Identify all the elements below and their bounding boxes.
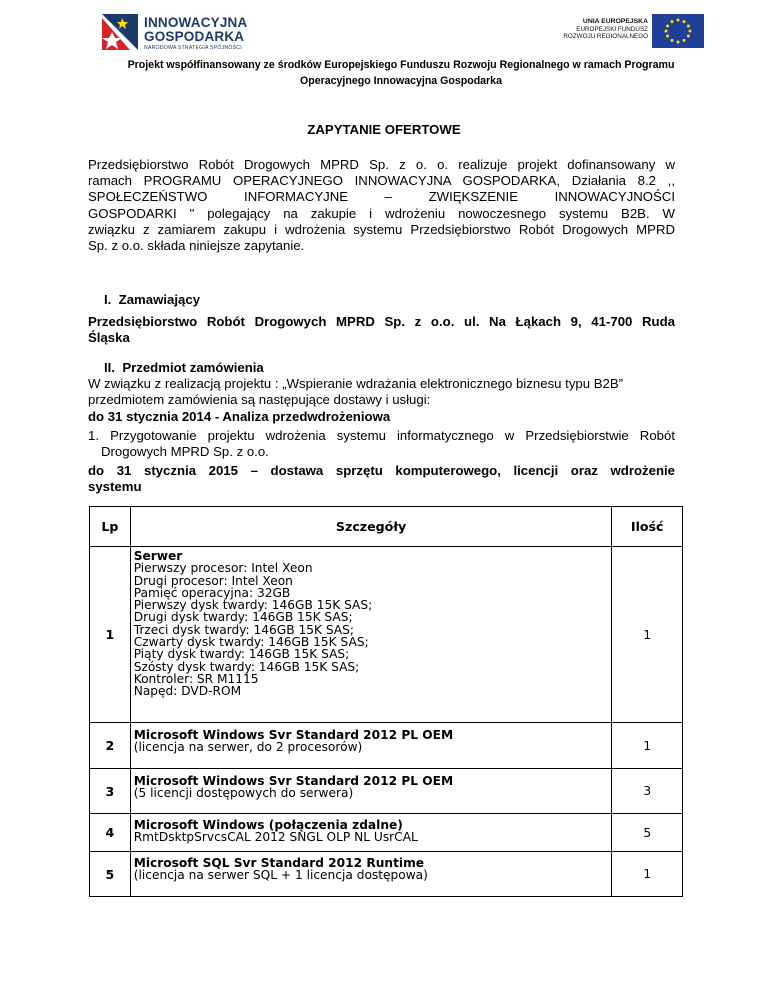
cofinancing-note-line1: Projekt współfinansowany ze środków Europejskiego Funduszu Rozwoju Regionalnego w ramach Programu xyxy=(127,59,675,71)
intro-line: Przedsiębiorstwo Robót Drogowych MPRD Sp. z o. o. realizuje projekt dofinansowany w xyxy=(88,157,675,172)
row-lp: 4 xyxy=(90,814,131,852)
row-detail-line: (5 licencji dostępowych do serwera) xyxy=(133,786,354,801)
row-qty: 1 xyxy=(612,852,683,897)
table-row xyxy=(90,769,683,814)
intro-line: Sp. z o.o. składa niniejsze zapytanie. xyxy=(88,238,305,254)
table-row xyxy=(90,814,683,852)
row-title: Microsoft Windows Svr Standard 2012 PL OEM xyxy=(133,728,454,742)
section-1-body xyxy=(88,314,675,346)
row-details xyxy=(130,547,612,723)
row-detail-line: (licencja na serwer SQL + 1 licencja dostępowa) xyxy=(133,868,428,883)
row-detail-line: Czwarty dysk twardy: 146GB 15K SAS; xyxy=(133,635,369,650)
logo-left-line1: INNOWACYJNA xyxy=(144,15,248,30)
section-2-body xyxy=(88,376,675,408)
eu-logo-text xyxy=(538,18,648,41)
row-title: Serwer xyxy=(133,549,183,563)
row-qty: 1 xyxy=(612,723,683,769)
deadline-1-item-line1: 1. Przygotowanie projektu wdrożenia systemu informatycznego w Przedsiębiorstwie Robót xyxy=(88,428,675,443)
section-2-line1: W związku z realizacją projektu : „Wspieranie wdrażania elektronicznego biznesu typu B2B” xyxy=(88,376,624,391)
row-detail-line: Drugi procesor: Intel Xeon xyxy=(133,573,293,588)
section-2-line2: przedmiotem zamówienia są następujące dostawy i usługi: xyxy=(88,392,431,408)
row-qty: 5 xyxy=(612,814,683,852)
intro-paragraph xyxy=(88,157,675,254)
eu-logo-line3: ROZWOJU REGIONALNEGO xyxy=(563,33,648,40)
row-detail-line: RmtDsktpSrvcsCAL 2012 SNGL OLP NL UsrCAL xyxy=(133,830,418,845)
table-row xyxy=(90,547,683,723)
deadline-1-item-line2: Drogowych MPRD Sp. z o.o. xyxy=(101,444,269,460)
table-row xyxy=(90,852,683,897)
row-detail-line: Pamięć operacyjna: 32GB xyxy=(133,585,291,600)
deadline-1-item xyxy=(88,428,675,460)
row-lp: 5 xyxy=(90,852,131,897)
row-title: Microsoft SQL Svr Standard 2012 Runtime xyxy=(133,856,425,870)
section-1-line2: Śląska xyxy=(88,330,130,346)
table-row xyxy=(90,723,683,769)
header-lp: Lp xyxy=(90,507,131,547)
eu-flag-icon xyxy=(652,14,704,48)
row-title: Microsoft Windows Svr Standard 2012 PL OEM xyxy=(133,774,454,788)
eu-logo-line2: EUROPEJSKI FUNDUSZ xyxy=(576,25,648,33)
intro-line: związku z zamiarem zakupu i wdrożenia systemu Przedsiębiorstwo Robót Drogowych MPRD xyxy=(88,221,675,237)
row-detail-line: Napęd: DVD-ROM xyxy=(133,684,242,699)
row-qty: 3 xyxy=(612,769,683,814)
row-details xyxy=(130,852,612,897)
section-1-heading: I. Zamawiający xyxy=(104,292,201,307)
document-title: ZAPYTANIE OFERTOWE xyxy=(307,122,461,137)
row-detail-line: Drugi dysk twardy: 146GB 15K SAS; xyxy=(133,610,353,625)
row-lp: 2 xyxy=(90,723,131,769)
row-detail-line: Trzeci dysk twardy: 146GB 15K SAS; xyxy=(133,622,354,637)
row-detail-line: Piąty dysk twardy: 146GB 15K SAS; xyxy=(133,647,350,662)
logo-left-line2: GOSPODARKA xyxy=(144,29,245,44)
table-header-row xyxy=(90,507,683,547)
header-qty: Ilość xyxy=(612,507,683,547)
innowacyjna-gospodarka-emblem-icon xyxy=(100,12,140,52)
intro-line: ramach PROGRAMU OPERACYJNEGO INNOWACYJNA GOSPODARKA, Działania 8.2 ,, xyxy=(88,173,675,189)
intro-line: SPOŁECZEŃSTWO INFORMACYJNE – ZWIĘKSZENIE INNOWACYJNOŚCI xyxy=(88,189,675,205)
row-details xyxy=(130,814,612,852)
logo-left-sub: NARODOWA STRATEGIA SPÓJNOŚCI xyxy=(144,45,242,51)
section-1-line1: Przedsiębiorstwo Robót Drogowych MPRD Sp. z o.o. ul. Na Łąkach 9, 41-700 Ruda xyxy=(88,314,675,329)
row-qty: 1 xyxy=(612,547,683,723)
row-lp: 1 xyxy=(90,547,131,723)
row-detail-line: (licencja na serwer, do 2 procesorów) xyxy=(133,740,363,755)
innowacyjna-gospodarka-logo xyxy=(100,10,270,54)
intro-line: GOSPODARKI " polegający na zakupie i wdrożeniu nowoczesnego systemu B2B. W xyxy=(88,205,675,221)
row-detail-line: Szósty dysk twardy: 146GB 15K SAS; xyxy=(133,659,360,674)
cofinancing-note-line2: Operacyjnego Innowacyjna Gospodarka xyxy=(300,75,502,87)
header-details: Szczegóły xyxy=(130,507,612,547)
row-detail-line: Pierwszy procesor: Intel Xeon xyxy=(133,561,313,576)
row-details xyxy=(130,723,612,769)
eu-logo-line1: UNIA EUROPEJSKA xyxy=(582,18,648,25)
row-details xyxy=(130,769,612,814)
section-2-heading: II. Przedmiot zamówienia xyxy=(104,360,264,375)
row-detail-line: Pierwszy dysk twardy: 146GB 15K SAS; xyxy=(133,598,373,613)
specification-table xyxy=(89,506,683,897)
row-detail-line: Kontroler: SR M1115 xyxy=(133,671,259,686)
deadline-1-heading: do 31 stycznia 2014 - Analiza przedwdrożeniowa xyxy=(88,409,391,424)
deadline-2-heading xyxy=(88,463,675,495)
deadline-2-heading-line2: systemu xyxy=(88,479,142,495)
row-lp: 3 xyxy=(90,769,131,814)
eu-logo xyxy=(548,14,708,48)
cofinancing-note xyxy=(96,57,706,89)
deadline-2-heading-line1: do 31 stycznia 2015 – dostawa sprzętu komputerowego, licencji oraz wdrożenie xyxy=(88,463,675,478)
row-title: Microsoft Windows (połączenia zdalne) xyxy=(133,818,403,832)
